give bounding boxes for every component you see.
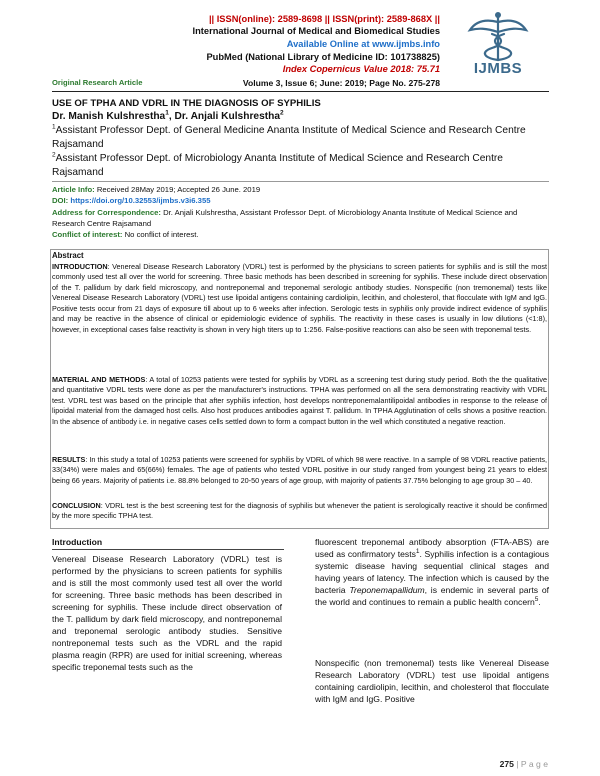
affiliation-2: $^2$Assistant Professor Dept. of Microbiology Ananta Institute of Medical Science and Research Centre Rajsamand <box>52 151 503 178</box>
index-copernicus: Index Copernicus Value 2018: 75.71 <box>282 64 440 74</box>
article-info: Article Info: Received 28May 2019; Accepted 26 June. 2019 <box>52 185 261 194</box>
affiliation-1: $^1$Assistant Professor Dept. of General Medicine Ananta Institute of Medical Science and Research Centre Rajsamand <box>52 123 526 150</box>
journal-website[interactable]: Available Online at www.ijmbs.info <box>286 39 440 49</box>
doi-line[interactable]: DOI: https://doi.org/10.32553/ijmbs.v3i6.355 <box>52 196 211 205</box>
header-divider <box>52 91 549 92</box>
journal-name: International Journal of Medical and Biomedical Studies <box>192 26 440 36</box>
abstract-conclusion: CONCLUSION: VDRL test is the best screening test for the diagnosis of syphilis but whenever the patient is serologically reactive it should be confirmed by the more specific TPHA test. <box>52 501 547 521</box>
authors: Dr. Manish Kulshrestha$^1$, Dr. Anjali Kulshrestha$^2$ <box>52 109 284 122</box>
abstract-methods: MATERIAL AND METHODS: A total of 10253 patients were tested for syphilis by VDRL as a screening test during study period. Both the the qualitative and quantitative VDRL tests were done as per the manufacturer's instructions. TPHA was performed on all the sera demonstrating reactivity with VDRL test. VDRL test was based on the principle that after syphilis infection, host develops nontreponemalantilipoidal antibodies in response to the release of lipoidal material from the damaged host cells. Also host produces antibodies against T. pallidum. In TPHA Agglutination of cells shows a positive reaction. In the absence of antibody i.e. in negative cases cells settled down to form a compact button in the well which constituted a negative reaction. <box>52 375 547 426</box>
correspondence: Address for Correspondence: Dr. Anjali Kulshrestha, Assistant Professor Dept. of Microbiology Ananta Institute of Medical Science and Research Centre Rajsamand <box>52 208 518 228</box>
right-column-para-1: fluorescent treponemal antibody absorption (FTA-ABS) are used as confirmatory tests$^1$. Syphilis infection is a contagious systemic disease having sequential clinical stages and having years of latency. The infection which is caused by the bacteria Treponemapallidum, is endemic in several parts of the world and continues to remain a public health concern$^5$. <box>315 537 549 608</box>
introduction-divider <box>52 549 284 550</box>
pubmed-id: PubMed (National Library of Medicine ID: 101738825) <box>206 52 440 62</box>
volume-info: Volume 3, Issue 6; June: 2019; Page No. 275-278 <box>242 78 440 88</box>
affiliation-divider <box>52 181 549 182</box>
introduction-heading: Introduction <box>52 537 103 547</box>
left-column-text: Venereal Disease Research Laboratory (VDRL) test is performed by the physicians to screen patients for syphilis and is still the most commonly used test all over the world for screening. Three basic methods has been described in screening for syphilis. These include direct observation of the T. pallidum by dark field microscopy, and nontreponemal and treponemal serologic antibody studies. Sensitive nontreponemal tests such as the VDRL and the rapid plasma reagin (RPR) are used for initial screening, whereas specific treponemal tests such as the <box>52 554 282 673</box>
abstract-introduction: INTRODUCTION: Venereal Disease Research Laboratory (VDRL) test is performed by the physicians to screen patients for syphilis and is still the most commonly used test all over the world for screening. Three basic methods has been described in screening for syphilis. These include direct observation of the T. pallidum by dark field microscopy, and nontreponemal and treponemal serologic antibody studies. Nonspecific (non tremonemal) tests like Venereal Disease Research Laboratory (VDRL) test use lipoidal antigens containing cardiolipin, lecithin, and cholesterol, that flocculate with IgM and IgG. Positive tests occur from 21 days of exposure till about up to 6 weeks after infection. Serologic tests in syphilis only provide indirect evidence of syphilis and may be reactive in the absence of clinical or epidemiologic evidence of syphilis. The reactivity in these cases is usually in low dilutions (<1:8), however, in exceptional cases false reactivity is shown in very high titers up to 1:256. False-positive reactions can also be seen with treponemal tests. <box>52 262 547 334</box>
logo-text: IJMBS <box>473 60 523 77</box>
abstract-results: RESULTS: In this study a total of 10253 patients were screened for syphilis by VDRL of which 98 were reactive. In a sample of 98 VDRL reactive patients, 33(34%) were males and 65(66%) females. The age of patients who tested VDRL positive in our study ranged from youngest being 21 years to eldest being 66 years. Majority of patients i.e. 88.8% belonged to 20-50 years of age group, with majority of patients 37.75% belonging to age group 30 – 40. <box>52 455 547 485</box>
article-title: USE OF TPHA AND VDRL IN THE DIAGNOSIS OF SYPHILIS <box>52 98 321 109</box>
page-footer: 275 | P a g e <box>499 759 548 769</box>
issn-line: || ISSN(online): 2589-8698 || ISSN(print): 2589-868X || <box>208 14 440 24</box>
conflict-of-interest: Conflict of interest: No conflict of interest. <box>52 230 199 239</box>
right-column-para-2: Nonspecific (non tremonemal) tests like Venereal Disease Research Laboratory (VDRL) test use lipoidal antigens containing cardiolipin, lecithin, and cholesterol that flocculate with IgM and IgG. Positive <box>315 658 549 705</box>
article-type: Original Research Article <box>52 78 143 87</box>
abstract-heading: Abstract <box>52 251 84 260</box>
journal-logo <box>458 10 538 82</box>
